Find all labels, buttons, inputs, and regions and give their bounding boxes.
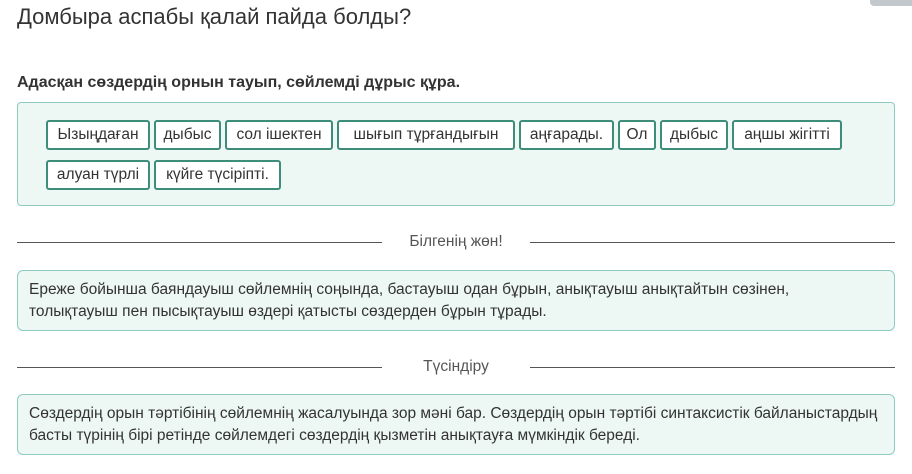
top-right-button[interactable] — [870, 0, 912, 6]
word-chip[interactable]: алуан түрлі — [46, 160, 150, 190]
hint-text: Ереже бойынша баяндауыш сөйлемнің соңында, бастауыш одан бұрын, анықтауыш анықтайтын сөзінен, толықтауыш пен пысықтауыш өздері қатысты сөздерден бұрын тұрады. — [29, 281, 790, 320]
explanation-divider-left — [17, 367, 382, 368]
word-chip[interactable]: дыбыс — [660, 120, 728, 150]
word-chip[interactable]: Ол — [618, 120, 656, 150]
word-chip[interactable]: сол ішектен — [225, 120, 333, 150]
word-bank — [17, 102, 895, 206]
hint-divider-left — [17, 242, 382, 243]
word-chip[interactable]: аңшы жігітті — [732, 120, 842, 150]
explanation-text: Сөздердің орын тәртібінің сөйлемнің жасалуында зор мәні бар. Сөздердің орын тәртібі синтаксистік байланыстардың басты түрінің бірі ретінде сөйлемдегі сөздердің қызметін анықтауға мүмкіндік береді. — [29, 405, 878, 444]
task-instruction: Адасқан сөздердің орнын тауып, сөйлемді дұрыс құра. — [17, 74, 461, 91]
word-chip[interactable]: дыбыс — [154, 120, 221, 150]
hint-box — [17, 270, 895, 331]
word-chip[interactable]: шығып тұрғандығын — [337, 120, 515, 150]
word-chip[interactable]: күйге түсіріпті. — [154, 160, 281, 190]
explanation-divider-right — [530, 367, 895, 368]
explanation-box — [17, 394, 895, 455]
hint-heading: Білгенің жөн! — [409, 233, 503, 250]
hint-divider-right — [530, 242, 895, 243]
page-title: Домбыра аспабы қалай пайда болды? — [17, 4, 412, 29]
word-chip[interactable]: Ызыңдаған — [46, 120, 150, 150]
word-chip[interactable]: аңғарады. — [519, 120, 614, 150]
explanation-heading: Түсіндіру — [423, 358, 489, 375]
